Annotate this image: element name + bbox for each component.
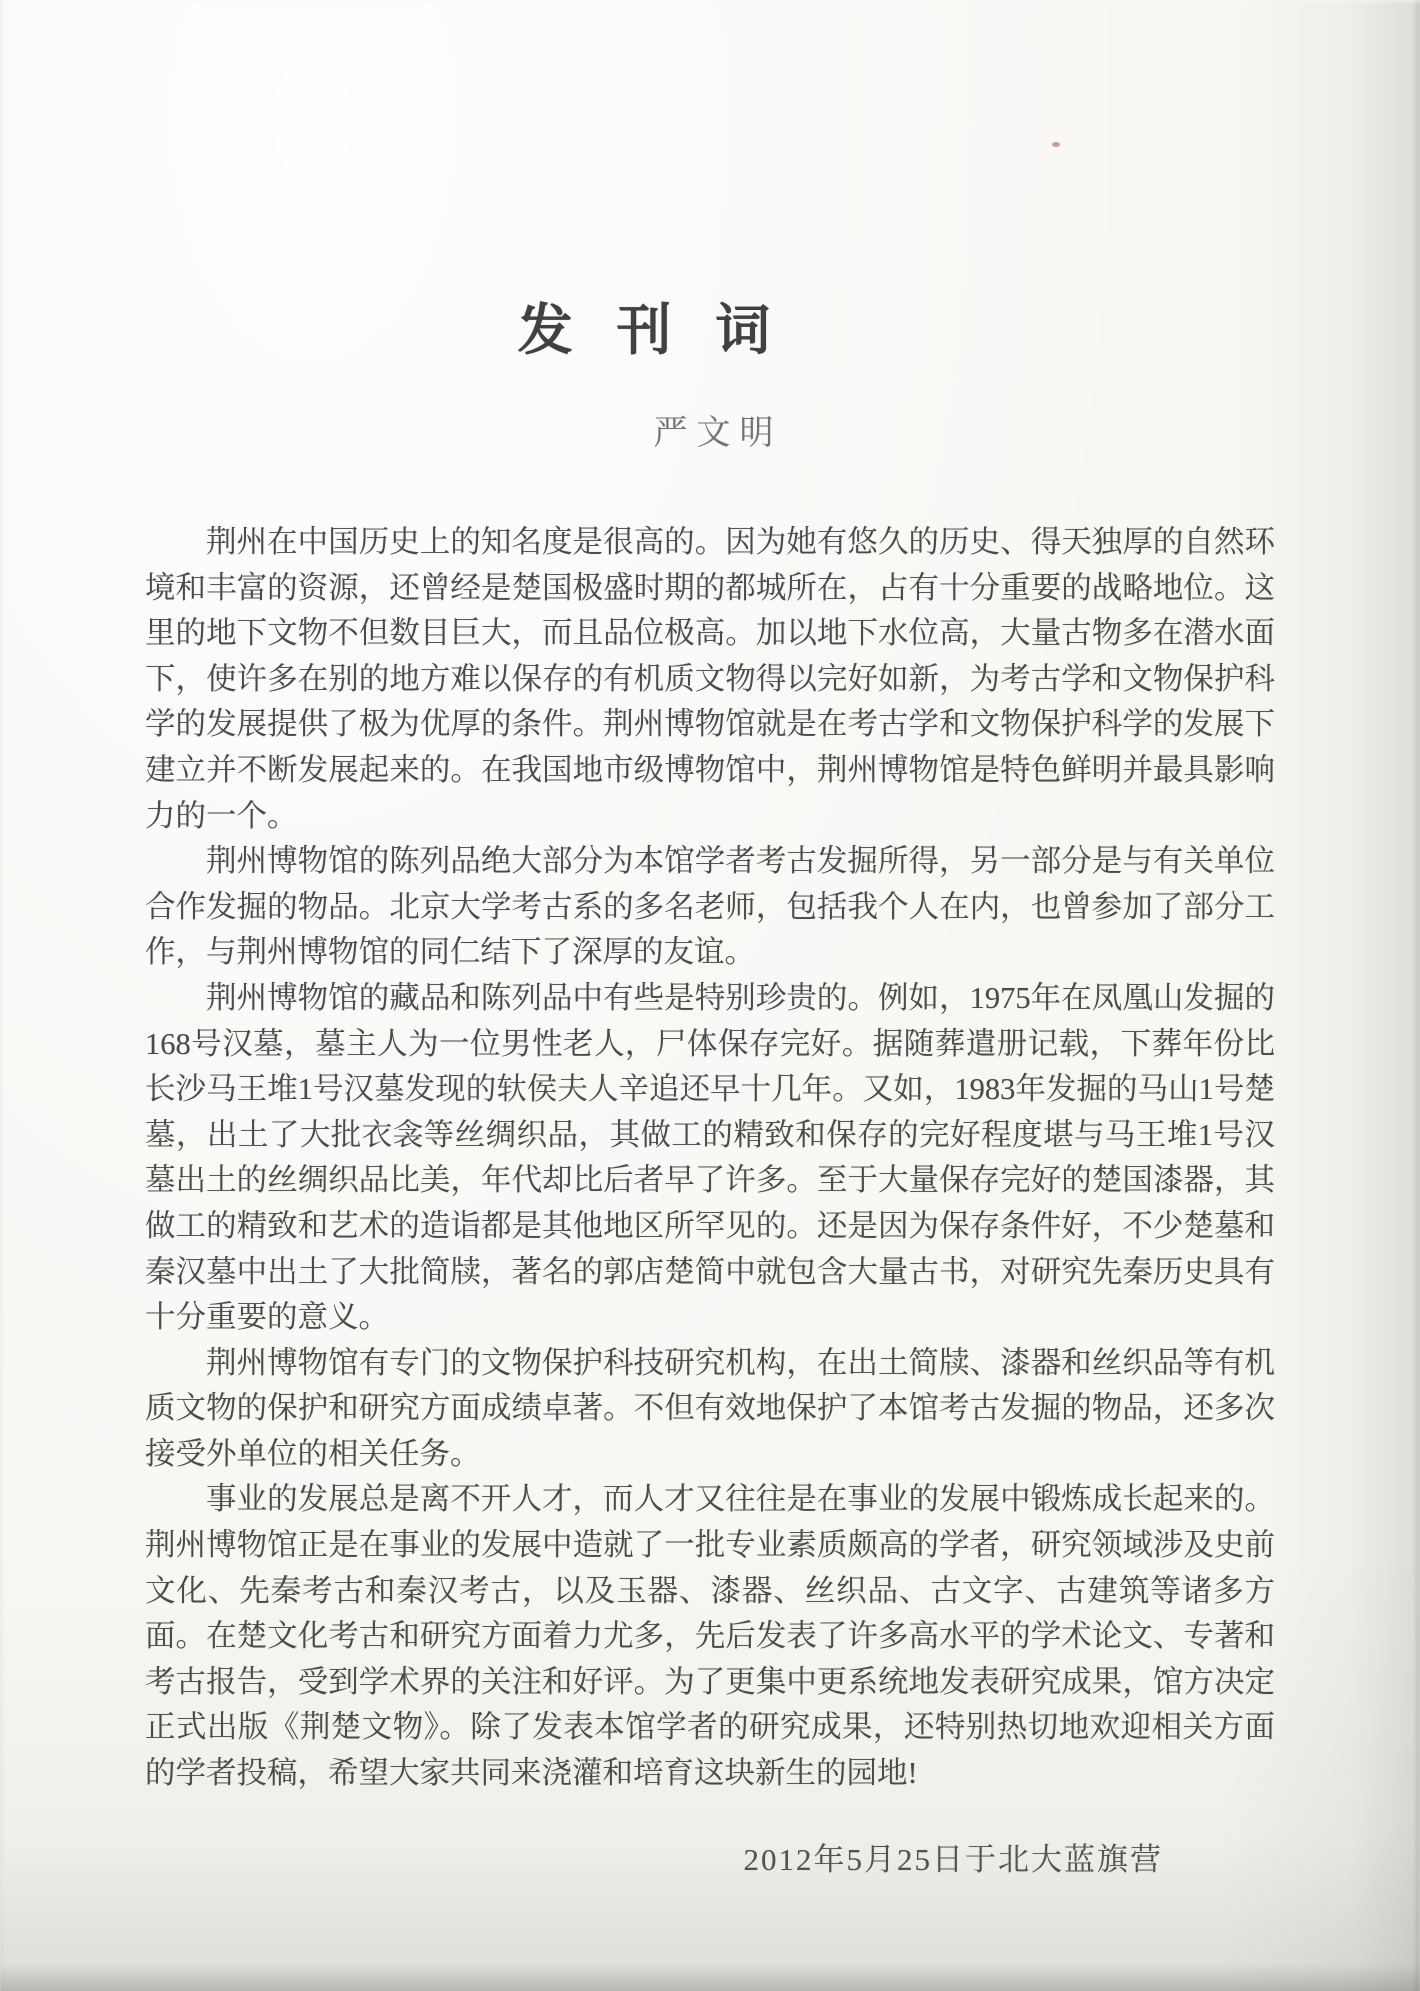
body-paragraph: 事业的发展总是离不开人才，而人才又往往是在事业的发展中锻炼成长起来的。荆州博物馆正是在事业的发展中造就了一批专业素质颇高的学者，研究领域涉及史前文化、先秦考古和秦汉考古，以及玉器、漆器、丝织品、古文字、古建筑等诸多方面。在楚文化考古和研究方面着力尤多，先后发表了许多高水平的学术论文、专著和考古报告，受到学术界的关注和好评。为了更集中更系统地发表研究成果，馆方决定正式出版《荆楚文物》。除了发表本馆学者的研究成果，还特别热切地欢迎相关方面的学者投稿，希望大家共同来浇灌和培育这块新生的园地! <box>145 1482 1275 1791</box>
body-paragraph: 荆州博物馆的陈列品绝大部分为本馆学者考古发掘所得，另一部分是与有关单位合作发掘的物品。北京大学考古系的多名老师，包括我个人在内，也曾参加了部分工作，与荆州博物馆的同仁结下了深厚的友谊。 <box>145 844 1275 970</box>
author-name: 严文明 <box>653 415 783 452</box>
dateline: 2012年5月25日于北大蓝旗营 <box>743 1842 1163 1877</box>
body-text <box>145 520 1275 1797</box>
body-paragraph: 荆州博物馆有专门的文物保护科技研究机构，在出土简牍、漆器和丝织品等有机质文物的保护和研究方面成绩卓著。不但有效地保护了本馆考古发掘的物品，还多次接受外单位的相关任务。 <box>145 1345 1275 1471</box>
body-paragraph: 荆州在中国历史上的知名度是很高的。因为她有悠久的历史、得天独厚的自然环境和丰富的资源，还曾经是楚国极盛时期的都城所在，占有十分重要的战略地位。这里的地下文物不但数目巨大，而且品位极高。加以地下水位高，大量古物多在潜水面下，使许多在别的地方难以保存的有机质文物得以完好如新，为考古学和文物保护科学的发展提供了极为优厚的条件。荆州博物馆就是在考古学和文物保护科学的发展下建立并不断发展起来的。在我国地市级博物馆中，荆州博物馆是特色鲜明并最具影响力的一个。 <box>145 525 1275 833</box>
body-paragraph: 荆州博物馆的藏品和陈列品中有些是特别珍贵的。例如，1975年在凤凰山发掘的168号汉墓，墓主人为一位男性老人，尸体保存完好。据随葬遣册记载，下葬年份比长沙马王堆1号汉墓发现的轪侯夫人辛追还早十几年。又如，1983年发掘的马山1号楚墓，出土了大批衣衾等丝绸织品，其做工的精致和保存的完好程度堪与马王堆1号汉墓出土的丝绸织品比美，年代却比后者早了许多。至于大量保存完好的楚国漆器，其做工的精致和艺术的造诣都是其他地区所罕见的。还是因为保存条件好，不少楚墓和秦汉墓中出土了大批简牍，著名的郭店楚简中就包含大量古书，对研究先秦历史具有十分重要的意义。 <box>145 980 1275 1335</box>
scan-speck <box>1052 142 1060 147</box>
page-title: 发 刊 词 <box>517 299 773 361</box>
